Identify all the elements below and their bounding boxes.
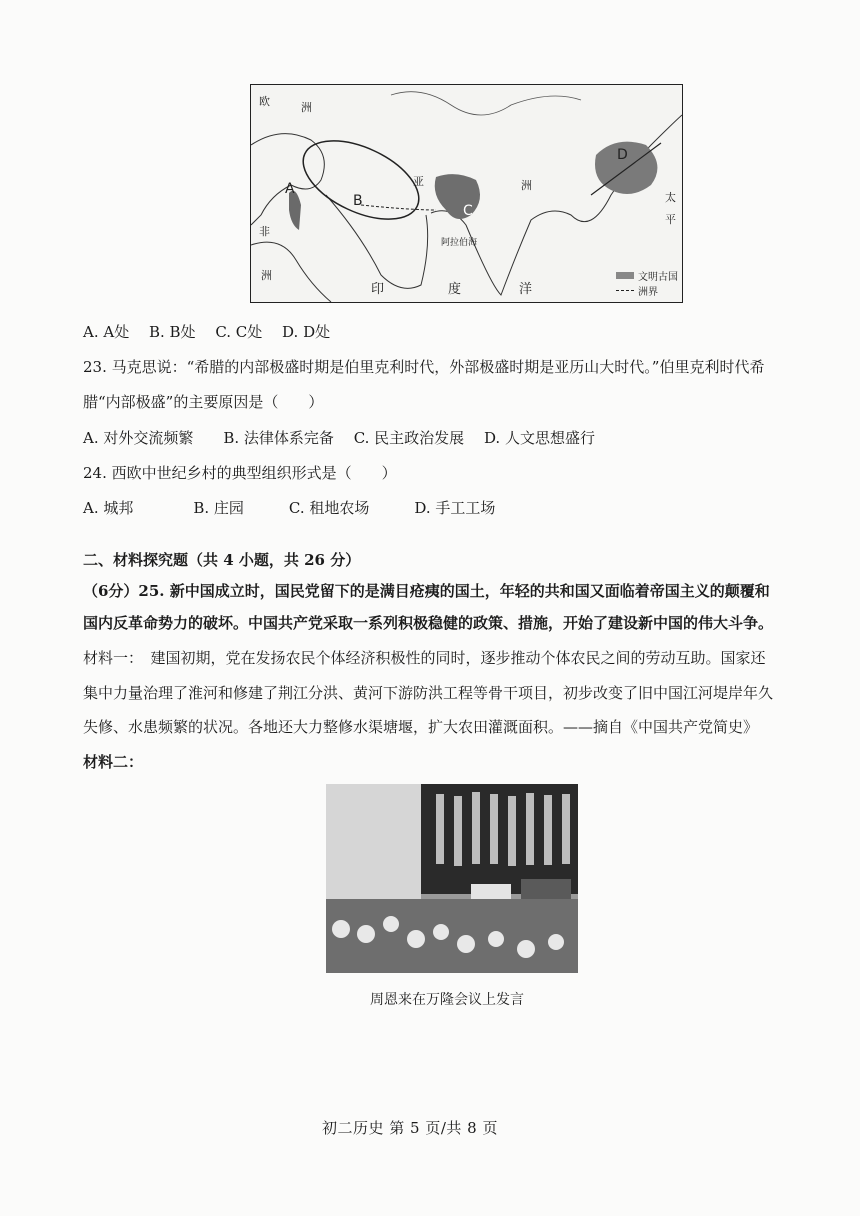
photo-caption: 周恩来在万隆会议上发言 [370,992,524,1008]
map-marker-d: D [617,147,628,163]
map-label-indian-ocean-2: 度 [448,282,462,297]
region-c-shade [435,174,480,219]
q22-options: A. A处 B. B处 C. C处 D. D处 [83,323,331,341]
map-label-europe-2: 洲 [301,101,312,114]
q25-line-2: 国内反革命势力的破坏。中国共产党采取一系列积极稳健的政策、措施，开始了建设新中国的伟大斗争。 [83,614,774,632]
material-1-line-3: 失修、水患频繁的状况。各地还大力整修水渠塘堰，扩大农田灌溉面积。——摘自《中国共产党简史》 [83,718,759,736]
map-label-pacific-1: 太 [665,191,676,204]
map-marker-a: A [285,181,295,197]
map-label-arabian-sea: 阿拉伯海 [441,238,478,248]
photo-drawing [326,784,578,973]
section-2-title: 二、材料探究题（共 4 小题，共 26 分） [83,551,361,569]
map-label-europe: 欧 [259,95,270,108]
q24-stem: 24. 西欧中世纪乡村的典型组织形式是（ ） [83,464,397,482]
legend-civ: 文明古国 [638,272,678,283]
q24-options: A. 城邦 B. 庄园 C. 租地农场 D. 手工工场 [83,499,496,517]
map-label-indian-ocean-3: 洋 [519,282,533,297]
map-legend [616,268,678,298]
map-marker-b: B [353,193,363,209]
material-2-label: 材料二： [83,753,144,771]
legend-border-icon [616,290,634,291]
map-label-asia: 亚 [413,175,424,188]
history-map-figure [250,84,683,303]
material-1-line-1: 材料一： 建国初期，党在发扬农民个体经济积极性的同时，逐步推动个体农民之间的劳动互助。国家还 [83,649,766,667]
q25-line-1: （6分）25. 新中国成立时，国民党留下的是满目疮痍的国土，年轻的共和国又面临着帝国主义的颠覆和 [83,582,770,600]
q23-line-2: 腊“内部极盛”的主要原因是（ ） [83,393,324,411]
map-label-indian-ocean-1: 印 [371,282,385,297]
q23-options: A. 对外交流频繁 B. 法律体系完备 C. 民主政治发展 D. 人文思想盛行 [83,429,595,447]
map-label-africa: 非 [259,225,270,238]
q23-line-1: 23. 马克思说：“希腊的内部极盛时期是伯里克利时代，外部极盛时期是亚历山大时代。”伯里克利时代希 [83,358,765,376]
page-footer: 初二历史 第 5 页/共 8 页 [322,1119,498,1137]
material-1-line-2: 集中力量治理了淮河和修建了荆江分洪、黄河下游防洪工程等骨干项目，初步改变了旧中国江河堤岸年久 [83,684,774,702]
map-label-africa-2: 洲 [261,269,272,282]
map-label-asia-2: 洲 [521,179,532,192]
bandung-conference-photo [326,784,578,973]
map-marker-c: C [463,203,473,219]
legend-border: 洲界 [638,287,658,298]
legend-swatch-icon [616,272,634,279]
map-label-pacific-2: 平 [665,213,676,226]
